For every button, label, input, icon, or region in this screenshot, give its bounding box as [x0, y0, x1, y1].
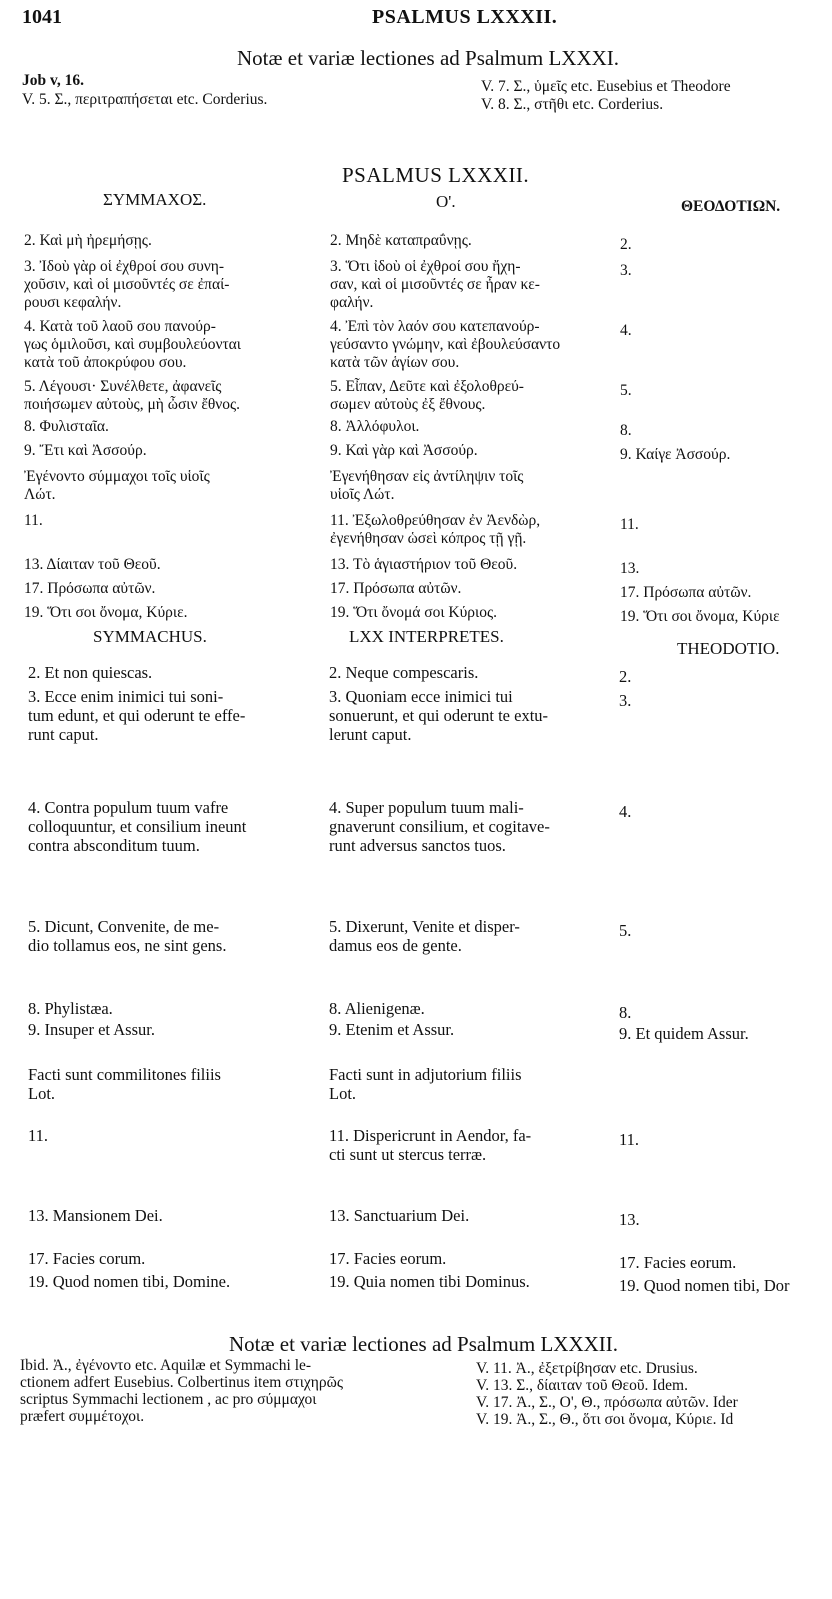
latin-section-sym-row2-line0: 4. Contra populum tuum vafre	[28, 798, 229, 817]
greek-section-theo-row10-line0: 19. Ὅτι σοι ὄνομα, Κύριε	[620, 608, 780, 625]
latin-section-lxx-row7-line0: 11. Dispericrunt in Aendor, fa-	[329, 1126, 532, 1145]
notes-bottom-left-1: ctionem adfert Eusebius. Colbertinus item στιχηρῶς	[20, 1374, 343, 1391]
latin-section-lxx-row0-line0: 2. Neque compescaris.	[329, 663, 479, 682]
notes-bottom-left-0: Ibid. Ἀ., ἐγένοντο etc. Aquilæ et Symmachi le-	[20, 1357, 312, 1374]
greek-section-theo-row2-line0: 4.	[620, 322, 632, 339]
page-number: 1041	[22, 6, 62, 28]
greek-section-theo-row3-line0: 5.	[620, 382, 632, 399]
latin-section-sym-row0-line0: 2. Et non quiescas.	[28, 663, 153, 682]
latin-section-sym-row6-line0: Facti sunt commilitones filiis	[28, 1065, 221, 1084]
greek-section-lxx-row9-line0: 17. Πρόσωπα αὐτῶν.	[330, 580, 462, 597]
greek-section-sym-row6-line0: Ἐγένοντο σύμμαχοι τοῖς υἱοῖς	[24, 468, 210, 485]
running-head: PSALMUS LXXXII.	[372, 6, 558, 28]
greek-section-lxx-row2-line1: γεύσαντο γνώμην, καὶ ἐβουλεύσαντο	[330, 336, 561, 353]
greek-section-sym-row1-line0: 3. Ἰδοὺ γὰρ οἱ ἐχθροί σου συνη-	[24, 258, 225, 275]
latin-section-lxx-row1-line1: sonuerunt, et qui oderunt te extu-	[329, 706, 549, 725]
greek-section-sym-row3-line0: 5. Λέγουσι· Συνέλθετε, ἀφανεῖς	[24, 378, 222, 395]
greek-section-lxx-row5-line0: 9. Καὶ γὰρ καὶ Ἀσσούρ.	[330, 442, 478, 459]
greek-section-lxx-row2-line2: κατὰ τῶν ἁγίων σου.	[330, 354, 460, 371]
greek-header-theodotion: ΘΕΟΔΟΤΙΩΝ.	[681, 198, 781, 215]
notes-bottom-left-2: scriptus Symmachi lectionem , ac pro σύμμαχοι	[20, 1391, 317, 1408]
latin-section-lxx-row3-line1: damus eos de gente.	[329, 936, 462, 955]
latin-section-lxx-row9-line0: 17. Facies eorum.	[329, 1249, 447, 1268]
greek-section-lxx-row10-line0: 19. Ὅτι ὄνομά σοι Κύριος.	[330, 604, 497, 621]
latin-section-theo-row1-line0: 3.	[619, 691, 632, 710]
latin-section-theo-row9-line0: 17. Facies eorum.	[619, 1253, 737, 1272]
latin-header-theodotion: THEODOTIO.	[677, 639, 780, 658]
psalm-title: PSALMUS LXXXII.	[342, 163, 530, 187]
latin-section-lxx-row2-line0: 4. Super populum tuum mali-	[329, 798, 524, 817]
latin-section-sym-row1-line1: tum edunt, et qui oderunt te effe-	[28, 706, 246, 725]
greek-section-theo-row4-line0: 8.	[620, 422, 632, 439]
latin-section-sym-row4-line0: 8. Phylistæa.	[28, 999, 113, 1018]
latin-section-lxx-row10-line0: 19. Quia nomen tibi Dominus.	[329, 1272, 530, 1291]
latin-section-theo-row8-line0: 13.	[619, 1210, 640, 1229]
greek-section-lxx-row7-line0: 11. Ἐξωλοθρεύθησαν ἐν Ἀενδὼρ,	[330, 512, 541, 529]
latin-section-theo-row7-line0: 11.	[619, 1130, 640, 1149]
greek-section-theo-row8-line0: 13.	[620, 560, 640, 577]
greek-section-sym-row2-line1: γως ὁμιλοῦσι, καὶ συμβουλεύονται	[24, 336, 241, 353]
greek-section-lxx-row1-line1: σαν, καὶ οἱ μισοῦντές σε ἦραν κε-	[330, 276, 540, 293]
greek-section-theo-row9-line0: 17. Πρόσωπα αὐτῶν.	[620, 584, 752, 601]
latin-section-lxx-row6-line1: Lot.	[329, 1084, 357, 1103]
greek-section-sym-row4-line0: 8. Φυλισταῖα.	[24, 418, 109, 435]
notes-bottom-right-1: V. 13. Σ., δίαιταν τοῦ Θεοῦ. Idem.	[476, 1377, 688, 1394]
greek-section-sym-row2-line0: 4. Κατὰ τοῦ λαοῦ σου πανούρ-	[24, 318, 216, 335]
latin-section-sym-row9-line0: 17. Facies corum.	[28, 1249, 146, 1268]
latin-section-lxx-row7-line1: cti sunt ut stercus terræ.	[329, 1145, 487, 1164]
latin-section-sym-row6-line1: Lot.	[28, 1084, 56, 1103]
latin-section-lxx-row5-line0: 9. Etenim et Assur.	[329, 1020, 455, 1039]
greek-section-lxx-row3-line1: σωμεν αὐτοὺς ἐξ ἔθνους.	[330, 396, 486, 413]
greek-section-sym-row10-line0: 19. Ὅτι σοι ὄνομα, Κύριε.	[24, 604, 188, 621]
latin-section-sym-row3-line0: 5. Dicunt, Convenite, de me-	[28, 917, 220, 936]
greek-section-lxx-row0-line0: 2. Μηδὲ καταπραΰνῃς.	[330, 232, 472, 249]
greek-section-theo-row0-line0: 2.	[620, 236, 632, 253]
latin-section-sym-row2-line1: colloquuntur, et consilium ineunt	[28, 817, 247, 836]
notes-bottom-right-2: V. 17. Ἀ., Σ., Ο', Θ., πρόσωπα αὐτῶν. Ider	[476, 1394, 738, 1411]
latin-section-theo-row4-line0: 8.	[619, 1003, 632, 1022]
latin-section-sym-row5-line0: 9. Insuper et Assur.	[28, 1020, 155, 1039]
latin-section-sym-row1-line0: 3. Ecce enim inimici tui soni-	[28, 687, 224, 706]
greek-section-lxx-row2-line0: 4. Ἐπὶ τὸν λαόν σου κατεπανούρ-	[330, 318, 540, 335]
latin-section-theo-row0-line0: 2.	[619, 667, 632, 686]
notes-bottom-right-3: V. 19. Ἀ., Σ., Θ., ὅτι σοι ὄνομα, Κύριε. Id	[476, 1411, 734, 1428]
greek-section-sym-row3-line1: ποιήσωμεν αὐτοὺς, μὴ ὦσιν ἔθνος.	[24, 396, 241, 413]
greek-section-lxx-row1-line2: φαλήν.	[330, 294, 374, 311]
notes-bottom-right-0: V. 11. Ἀ., ἐξετρίβησαν etc. Drusius.	[476, 1360, 698, 1377]
notes-top-left-1: V. 5. Σ., περιτραπήσεται etc. Corderius.	[22, 91, 268, 108]
notes-top-title: Notæ et variæ lectiones ad Psalmum LXXXI.	[237, 46, 620, 70]
latin-section-sym-row8-line0: 13. Mansionem Dei.	[28, 1206, 163, 1225]
greek-section-lxx-row1-line0: 3. Ὅτι ἰδοὺ οἱ ἐχθροί σου ἤχη-	[330, 258, 521, 275]
latin-section-lxx-row8-line0: 13. Sanctuarium Dei.	[329, 1206, 470, 1225]
greek-section-sym-row7-line0: 11.	[24, 512, 43, 529]
notes-top-right-0: V. 7. Σ., ὑμεῖς etc. Eusebius et Theodore	[481, 78, 731, 95]
latin-section-sym-row7-line0: 11.	[28, 1126, 49, 1145]
latin-section-sym-row1-line2: runt caput.	[28, 725, 99, 744]
greek-section-lxx-row6-line1: υἱοῖς Λώτ.	[330, 486, 395, 503]
greek-section-lxx-row4-line0: 8. Ἀλλόφυλοι.	[330, 418, 420, 435]
greek-section-lxx-row8-line0: 13. Τὸ ἁγιαστήριον τοῦ Θεοῦ.	[330, 556, 518, 573]
greek-header-symmachus: ΣΥΜΜΑΧΟΣ.	[103, 190, 207, 209]
notes-bottom-title: Notæ et variæ lectiones ad Psalmum LXXXII.	[229, 1332, 619, 1356]
greek-section-sym-row0-line0: 2. Καὶ μὴ ἠρεμήσῃς.	[24, 232, 152, 249]
latin-header-symmachus: SYMMACHUS.	[93, 627, 207, 646]
latin-header-lxx: LXX INTERPRETES.	[349, 627, 504, 646]
greek-section-theo-row1-line0: 3.	[620, 262, 632, 279]
greek-section-sym-row8-line0: 13. Δίαιταν τοῦ Θεοῦ.	[24, 556, 161, 573]
greek-header-lxx: Ο'.	[436, 192, 456, 211]
latin-section-lxx-row4-line0: 8. Alienigenæ.	[329, 999, 425, 1018]
greek-section-sym-row5-line0: 9. Ἔτι καὶ Ἀσσούρ.	[24, 442, 147, 459]
notes-bottom-left-3: præfert συμμέτοχοι.	[20, 1408, 145, 1425]
greek-section-sym-row1-line1: χοῦσιν, καὶ οἱ μισοῦντές σε ἐπαί-	[24, 276, 230, 293]
latin-section-lxx-row2-line2: runt adversus sanctos tuos.	[329, 836, 506, 855]
latin-section-lxx-row3-line0: 5. Dixerunt, Venite et disper-	[329, 917, 520, 936]
latin-section-sym-row10-line0: 19. Quod nomen tibi, Domine.	[28, 1272, 231, 1291]
latin-section-lxx-row2-line1: gnaverunt consilium, et cogitave-	[329, 817, 550, 836]
latin-section-sym-row3-line1: dio tollamus eos, ne sint gens.	[28, 936, 227, 955]
latin-section-theo-row10-line0: 19. Quod nomen tibi, Dor	[619, 1276, 790, 1295]
latin-section-lxx-row1-line2: lerunt caput.	[329, 725, 412, 744]
greek-section-sym-row9-line0: 17. Πρόσωπα αὐτῶν.	[24, 580, 156, 597]
greek-section-sym-row1-line2: ρουσι κεφαλήν.	[24, 294, 122, 311]
greek-section-lxx-row7-line1: ἐγενήθησαν ὡσεὶ κόπρος τῇ γῇ.	[330, 530, 527, 547]
latin-section-theo-row5-line0: 9. Et quidem Assur.	[619, 1024, 749, 1043]
notes-top-right-1: V. 8. Σ., στῆθι etc. Corderius.	[481, 96, 664, 113]
greek-section-lxx-row6-line0: Ἐγενήθησαν εἰς ἀντίληψιν τοῖς	[330, 468, 524, 485]
notes-top-left-0: Job v, 16.	[22, 72, 85, 89]
latin-section-theo-row3-line0: 5.	[619, 921, 632, 940]
latin-section-theo-row2-line0: 4.	[619, 802, 632, 821]
greek-section-sym-row6-line1: Λώτ.	[24, 486, 56, 503]
greek-section-theo-row7-line0: 11.	[620, 516, 639, 533]
latin-section-sym-row2-line2: contra absconditum tuum.	[28, 836, 200, 855]
greek-section-sym-row2-line2: κατὰ τοῦ ἀποκρύφου σου.	[24, 354, 187, 371]
greek-section-theo-row5-line0: 9. Καίγε Ἀσσούρ.	[620, 446, 731, 463]
latin-section-lxx-row6-line0: Facti sunt in adjutorium filiis	[329, 1065, 522, 1084]
latin-section-lxx-row1-line0: 3. Quoniam ecce inimici tui	[329, 687, 513, 706]
greek-section-lxx-row3-line0: 5. Εἶπαν, Δεῦτε καὶ ἐξολοθρεύ-	[330, 378, 524, 395]
